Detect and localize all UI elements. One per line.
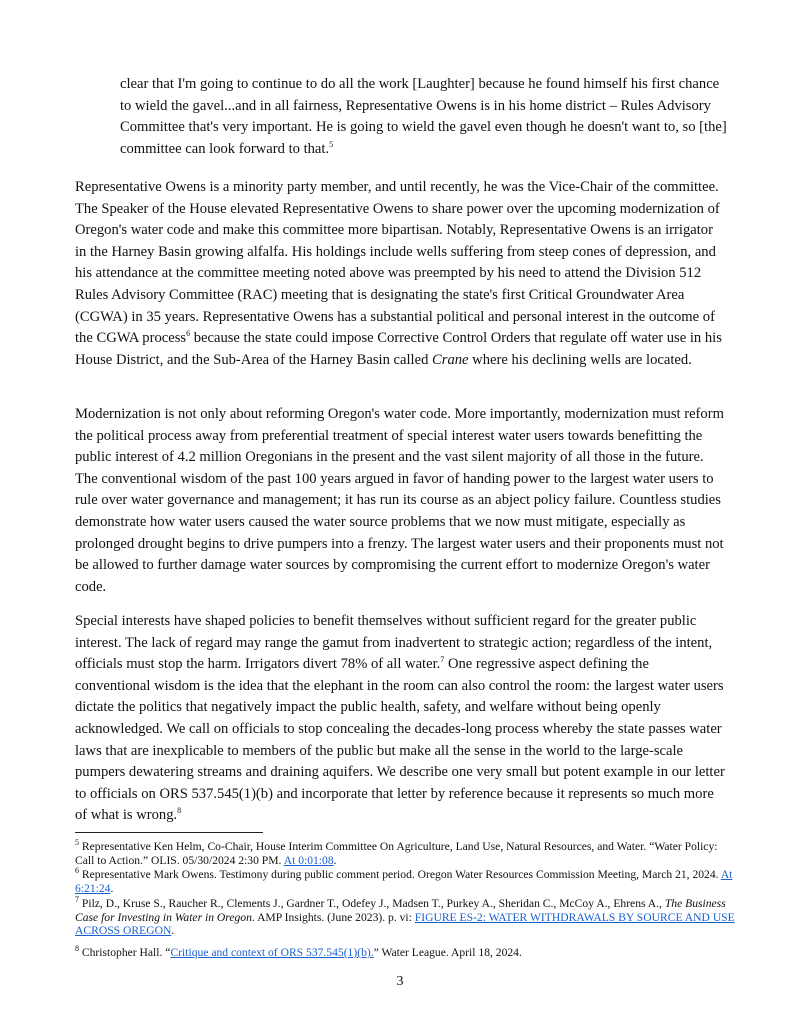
- text-run: Representative Mark Owens. Testimony during public comment period. Oregon Water Resources Commission Meeting, March 21, 2024.: [79, 868, 721, 881]
- text-run: . AMP Insights. (June 2023). p. vi:: [251, 910, 415, 924]
- footnote-reference: 5: [329, 139, 334, 149]
- text-run: where his declining wells are located.: [468, 351, 692, 368]
- footnote-6: [75, 868, 735, 895]
- text-run: Modernization is not only about reforming Oregon's water code. More importantly, modernization must reform the political process away from preferential treatment of special interest water users towards benefitting the public interest of 4.2 million Oregonians in the present and the vast silent majority of all those in the future. The conventional wisdom of the past 100 years argued in favor of handing power to the largest water users to rule over water governance and management; it has run its course as an abject policy failure. Countless studies demonstrate how water users caused the water source problems that we now must mitigate, especially as prolonged drought begins to drive pumpers into a frenzy. The largest water users and their proponents must not be allowed to further damage water sources by compromising the current effort to modernize Oregon's water code.: [75, 406, 724, 595]
- footnote-7: [75, 897, 735, 938]
- hyperlink[interactable]: At 0:01:08: [283, 853, 334, 867]
- italic-text: The Business Case for Investing in Water in Oregon: [75, 897, 726, 924]
- text-run: .: [333, 853, 337, 867]
- text-run: Representative Ken Helm, Co-Chair, House Interim Committee On Agriculture, Land Use, Natural Resources, and Water. “Water Policy: Call to Action.” OLIS. 05/30/2024 2:30 PM.: [75, 840, 718, 867]
- text-run: .: [171, 924, 175, 938]
- text-run: Representative Owens is a minority party member, and until recently, he was the Vice-Chair of the committee. The Speaker of the House elevated Representative Owens to share power over the upcoming modernization of Oregon's water code and make this committee more bipartisan. Notably, Representative Owens is an irrigator in the Harney Basin growing alfalfa. His holdings include wells suffering from steep cones of depression, and his attendance at the committee meeting noted above was preempted by his need to attend the Division 512 Rules Advisory Committee (RAC) meeting that is designating the state's first Critical Groundwater Area (CGWA) in 35 years. Representative Owens has a substantial political and personal interest in the outcome of the CGWA process: [75, 179, 720, 347]
- footnote-reference: 8: [177, 806, 182, 816]
- footnote-8: [75, 946, 735, 960]
- hyperlink[interactable]: Critique and context of ORS 537.545(1)(b).: [170, 946, 374, 959]
- italic-text: Crane: [432, 351, 469, 368]
- text-run: Pilz, D., Kruse S., Raucher R., Clements J., Gardner T., Odefey J., Madsen T., Purkey A., Sheridan C., McCoy A., Ehrens A.,: [79, 897, 665, 910]
- paragraph-owens: [75, 177, 727, 371]
- footnote-reference: 6: [186, 329, 191, 339]
- text-run: .: [110, 881, 114, 895]
- text-run: clear that I'm going to continue to do all the work [Laughter] because he found himself his first chance to wield the gavel...and in all fairness, Representative Owens is in his home district – Rules Advisory Committee that's very important. He is going to wield the gavel even though he doesn't want to, so [the] committee can look forward to that.: [120, 76, 727, 157]
- footnote-reference: 6: [75, 866, 79, 876]
- footnote-reference: 8: [75, 944, 79, 954]
- text-run: ” Water League. April 18, 2024.: [373, 946, 522, 959]
- block-quote: [120, 74, 728, 160]
- page-number: 3: [396, 974, 404, 989]
- hyperlink[interactable]: FIGURE ES-2: WATER WITHDRAWALS BY SOURCE AND USE ACROSS OREGON: [75, 910, 735, 938]
- text-run: One regressive aspect defining the conventional wisdom is the idea that the elephant in the room can also control the room: the largest water users dictate the politics that negatively impact the public health, safety, and welfare without being openly acknowledged. We call on officials to stop concealing the decades-long process whereby the state passes water laws that are inexplicable to members of the public but make all the sense in the world to the large-scale pumpers dewatering streams and draining aquifers. We describe one very small but potent example in our letter to officials on ORS 537.545(1)(b) and incorporate that letter by reference because it represents so much more of what is wrong.: [75, 656, 725, 824]
- text-run: Special interests have shaped policies to benefit themselves without sufficient regard for the greater public interest. The lack of regard may range the gamut from inadvertent to strategic action; regardless of the intent, officials must stop the harm. Irrigators divert 78% of all water.: [75, 613, 713, 673]
- footnote-5: [75, 840, 735, 867]
- footnote-reference: 7: [75, 895, 79, 905]
- text-run: Christopher Hall. “: [79, 946, 171, 959]
- footnote-divider: [75, 832, 263, 833]
- footnote-reference: 5: [75, 838, 79, 848]
- text-run: because the state could impose Corrective Control Orders that regulate off water use in his House District, and the Sub-Area of the Harney Basin called: [75, 330, 722, 368]
- footnote-reference: 7: [440, 655, 445, 665]
- paragraph-modernization: [75, 404, 727, 598]
- paragraph-special-interests: [75, 611, 727, 827]
- hyperlink[interactable]: At 6:21:24: [75, 868, 733, 895]
